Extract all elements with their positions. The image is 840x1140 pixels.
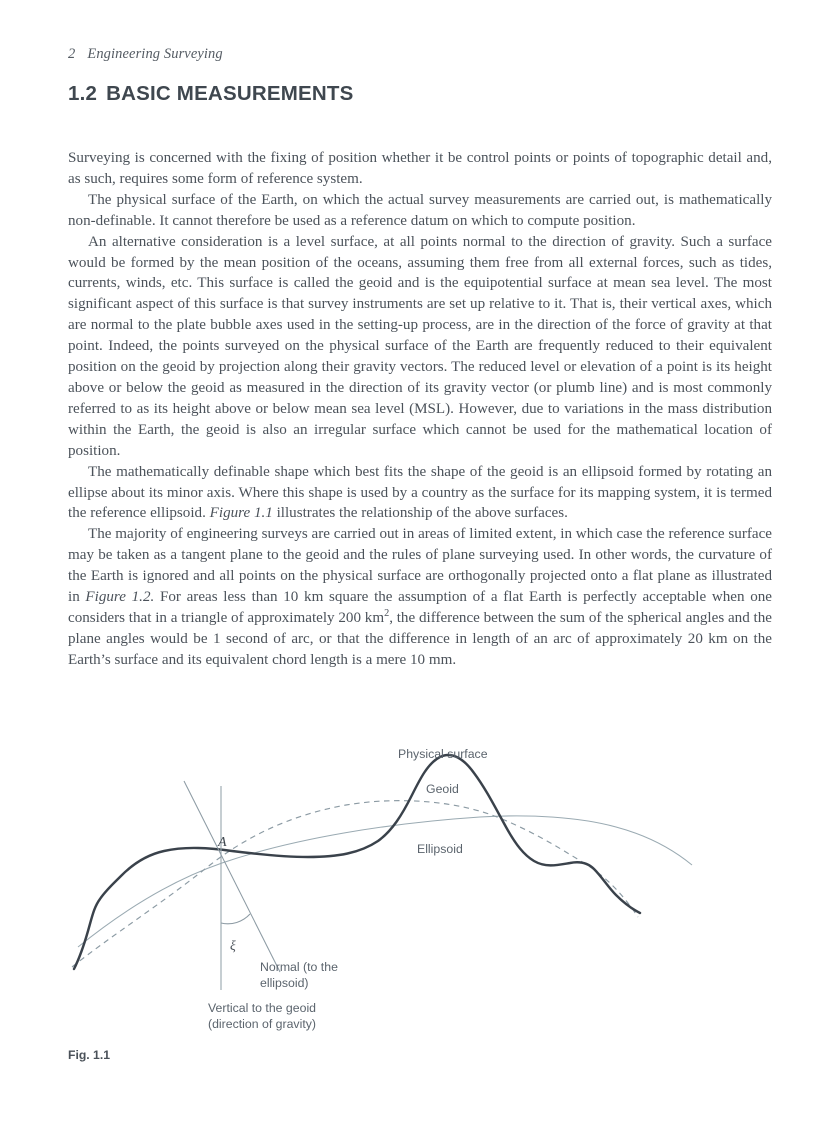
geoid-label: Geoid [426, 782, 459, 796]
physical-surface-label: Physical surface [398, 747, 488, 761]
section-title: BASIC MEASUREMENTS [106, 82, 354, 105]
body-text [68, 148, 772, 671]
vertical-annotation-line2: (direction of gravity) [208, 1017, 316, 1031]
running-head [68, 46, 223, 63]
deflection-angle-arc [221, 914, 250, 924]
page-folio-number: 2 [68, 46, 76, 62]
body-paragraph: Surveying is concerned with the fixing of position whether it be control points or points of topographic detail and, as such, requires some form of reference system. [68, 150, 772, 187]
figure-caption: Fig. 1.1 [68, 1048, 110, 1062]
normal-annotation-line2: ellipsoid) [260, 976, 309, 990]
normal-annotation-line1: Normal (to the [260, 960, 338, 974]
body-paragraph: The physical surface of the Earth, on which the actual survey measurements are carried out, is mathematically non-definable. It cannot therefore be used as a reference datum on which to compute position. [68, 191, 772, 229]
physical-surface-curve [74, 755, 640, 969]
body-paragraph: The mathematically definable shape which best fits the shape of the geoid is an ellipsoid formed by rotating an ellipse about its minor axis. Where this shape is used by a country as the surface for its mapping system, it is termed the reference ellipsoid. Figure 1.1 illustrates the relationship of the above surfaces. [68, 463, 772, 522]
deflection-angle-label: ξ [230, 938, 236, 953]
geoid-curve [72, 801, 638, 967]
ellipsoid-label: Ellipsoid [417, 842, 463, 856]
body-paragraph: An alternative consideration is a level surface, at all points normal to the direction of gravity. Such a surface would be formed by the mean position of the oceans, assuming them free from all external forces, such as tides, currents, winds, etc. This surface is called the geoid and is the equipotential surface at mean sea level. The most significant aspect of this surface is that survey instruments are set up relative to it. That is, their vertical axes, which are normal to the plate bubble axes used in the setting-up process, are in the direction of the force of gravity at that point. Indeed, the points surveyed on the physical surface of the Earth are frequently reduced to their equivalent position on the geoid by projection along their gravity vectors. The reduced level or elevation of a point is its height above or below the geoid as measured in the direction of its gravity vector (or plumb line) and is most commonly referred to as its height above or below mean sea level (MSL). However, due to variations in the mass distribution within the Earth, the geoid is also an irregular surface which cannot be used for the mathematical location of position. [68, 233, 772, 459]
body-paragraph: The majority of engineering surveys are carried out in areas of limited extent, in which case the reference surface may be taken as a tangent plane to the geoid and the rules of plane surveying used. In other words, the curvature of the Earth is ignored and all points on the physical surface are orthogonally projected onto a flat plane as illustrated in Figure 1.2. For areas less than 10 km square the assumption of a flat Earth is perfectly acceptable when one considers that in a triangle of approximately 200 $km^2$, the difference between the sum of the spherical angles and the plane angles would be 1 second of arc, or that the difference in length of an arc of approximately 20 km on the Earth’s surface and its equivalent chord length is a mere 10 mm. [68, 526, 772, 668]
point-a-label: A [218, 835, 227, 850]
figure-1-1 [60, 735, 780, 1035]
running-head-title: Engineering Surveying [87, 46, 223, 62]
section-number: 1.2 [68, 82, 98, 105]
vertical-annotation-line1: Vertical to the geoid [208, 1001, 317, 1015]
section-heading [68, 82, 353, 106]
